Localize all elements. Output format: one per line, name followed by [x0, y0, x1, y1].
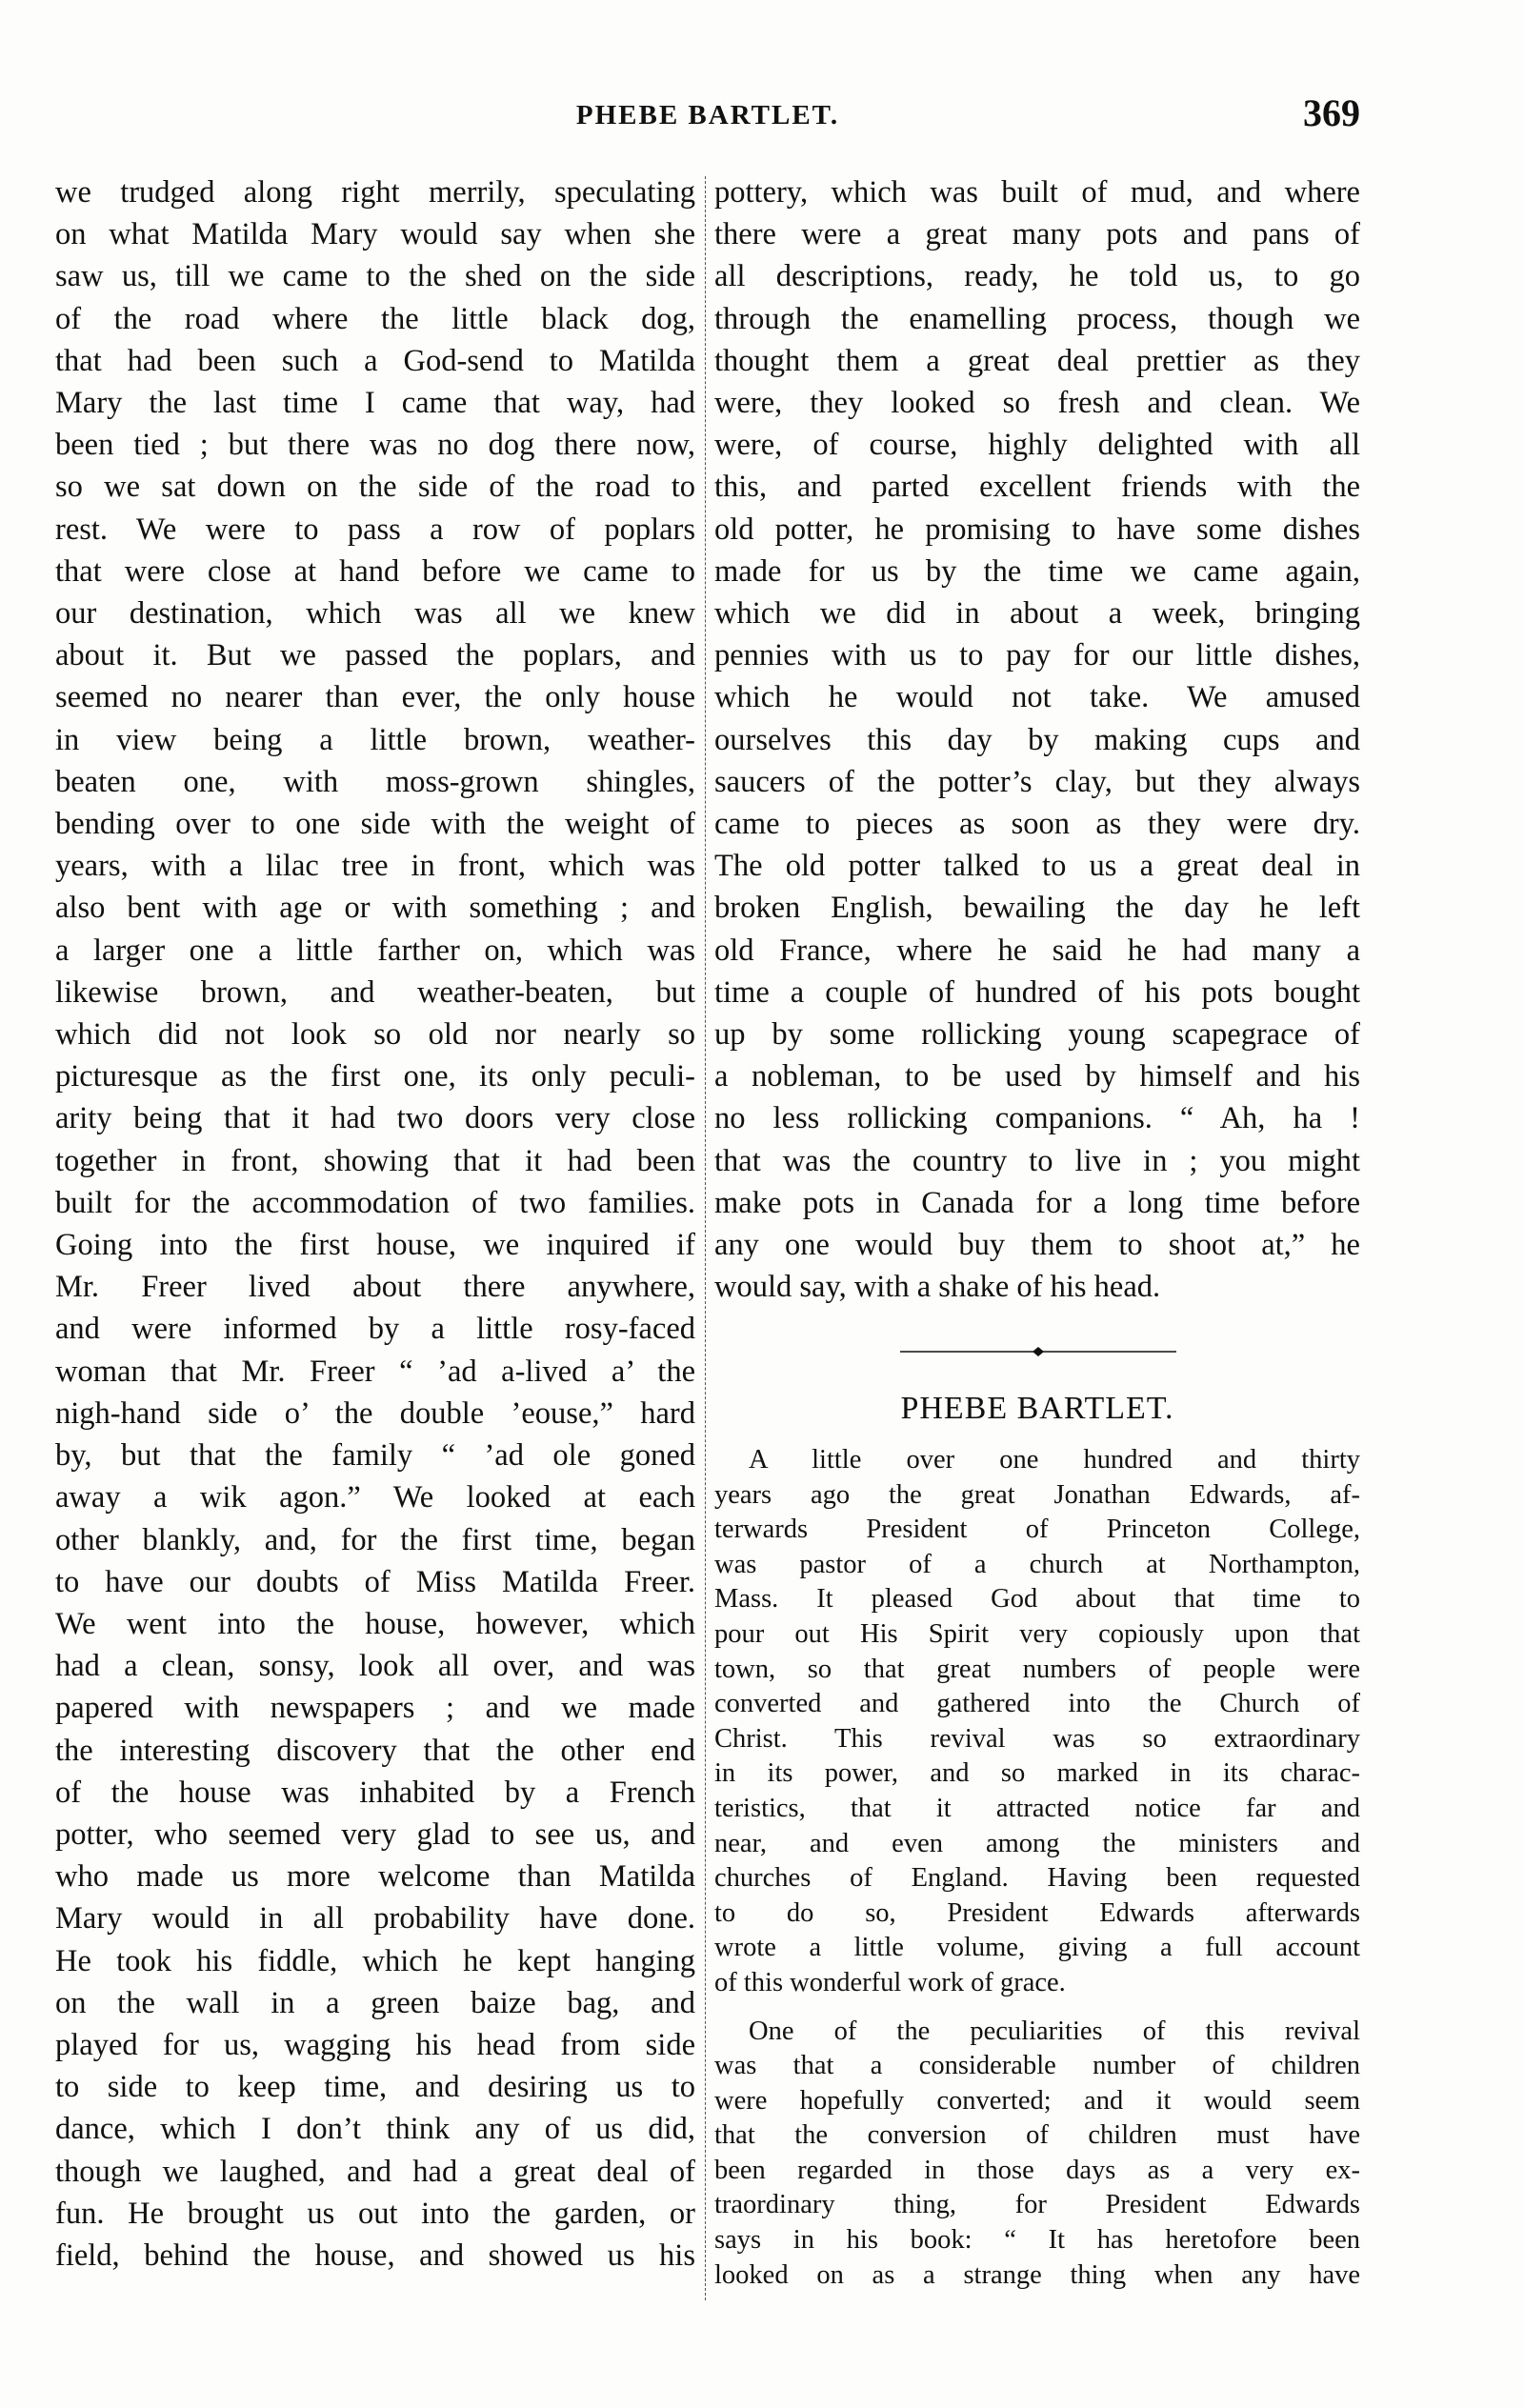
text-line: this, and parted excellent friends with the: [714, 470, 1360, 505]
text-line: Mass. It pleased God about that time to: [714, 1584, 1360, 1615]
text-line: The old potter talked to us a great deal in: [714, 849, 1360, 884]
article-body: [714, 1443, 1360, 2293]
text-line: to side to keep time, and desiring us to: [55, 2070, 695, 2105]
text-line: and were informed by a little rosy-faced: [55, 1312, 695, 1347]
text-line: converted and gathered into the Church of: [714, 1689, 1360, 1719]
text-line: He took his fiddle, which he kept hanging: [55, 1943, 695, 1978]
text-line: were, of course, highly delighted with all: [714, 428, 1360, 463]
text-line: through the enamelling process, though we: [714, 301, 1360, 336]
text-line: our destination, which was all we knew: [55, 596, 695, 632]
text-line: pennies with us to pay for our little dishes,: [714, 638, 1360, 673]
text-line: arity being that it had two doors very close: [55, 1101, 695, 1136]
text-line: which we did in about a week, bringing: [714, 596, 1360, 632]
text-line: any one would buy them to shoot at,” he: [714, 1228, 1360, 1263]
text-line: wrote a little volume, giving a full account: [714, 1933, 1360, 1963]
text-line: of the house was inhabited by a French: [55, 1775, 695, 1810]
text-line: pour out His Spirit very copiously upon that: [714, 1618, 1360, 1649]
text-line: We went into the house, however, which: [55, 1606, 695, 1641]
text-line: we trudged along right merrily, speculating: [55, 175, 695, 210]
text-line: old potter, he promising to have some dishes: [714, 512, 1360, 547]
text-line: picturesque as the first one, its only peculi-: [55, 1059, 695, 1094]
text-line: make pots in Canada for a long time before: [714, 1185, 1360, 1220]
text-line: in its power, and so marked in its charac-: [714, 1758, 1360, 1789]
text-line: terwards President of Princeton College,: [714, 1515, 1360, 1545]
text-line: were, they looked so fresh and clean. We: [714, 386, 1360, 421]
text-line: dance, which I don’t think any of us did,: [55, 2112, 695, 2147]
page-header: [55, 90, 1360, 138]
text-line: time a couple of hundred of his pots bought: [714, 974, 1360, 1010]
text-line: also bent with age or with something ; and: [55, 891, 695, 926]
text-line: years ago the great Jonathan Edwards, af-: [714, 1479, 1360, 1510]
text-line: been regarded in those days as a very ex-: [714, 2155, 1360, 2185]
text-line: churches of England. Having been requested: [714, 1863, 1360, 1894]
text-line: saw us, till we came to the shed on the side: [55, 259, 695, 294]
text-line: up by some rollicking young scapegrace of: [714, 1017, 1360, 1053]
text-line: of this wonderful work of grace.: [714, 1967, 1066, 1997]
text-line: there were a great many pots and pans of: [714, 217, 1360, 252]
text-line: so we sat down on the side of the road to: [55, 470, 695, 505]
text-line: bending over to one side with the weight of: [55, 807, 695, 842]
text-line: broken English, bewailing the day he left: [714, 891, 1360, 926]
text-line: ourselves this day by making cups and: [714, 722, 1360, 757]
column-divider: [705, 176, 706, 2300]
text-line: on what Matilda Mary would say when she: [55, 217, 695, 252]
text-line: away a wik agon.” We looked at each: [55, 1480, 695, 1515]
text-line: which did not look so old nor nearly so: [55, 1017, 695, 1053]
text-line: Mary would in all probability have done.: [55, 1901, 695, 1936]
article-paragraph-2: [714, 2015, 1360, 2294]
text-line: by, but that the family “ ’ad ole goned: [55, 1438, 695, 1474]
text-line: saucers of the potter’s clay, but they always: [714, 764, 1360, 799]
text-line: which he would not take. We amused: [714, 680, 1360, 715]
text-line: built for the accommodation of two families.: [55, 1185, 695, 1220]
section-divider-ornament: [900, 1346, 1176, 1357]
text-line: that had been such a God-send to Matilda: [55, 343, 695, 378]
text-line: old France, where he said he had many a: [714, 933, 1360, 968]
text-line: says in his book: “ It has heretofore been: [714, 2225, 1360, 2256]
text-line: field, behind the house, and showed us his: [55, 2237, 695, 2273]
text-line: had a clean, sonsy, look all over, and was: [55, 1649, 695, 1684]
text-line: came to pieces as soon as they were dry.: [714, 807, 1360, 842]
text-line: nigh-hand side o’ the double ’eouse,” hard: [55, 1395, 695, 1431]
text-line: Christ. This revival was so extraordinary: [714, 1723, 1360, 1754]
text-line: Mr. Freer lived about there anywhere,: [55, 1270, 695, 1305]
text-line: traordinary thing, for President Edwards: [714, 2190, 1360, 2220]
text-line: papered with newspapers ; and we made: [55, 1691, 695, 1726]
text-line: thought them a great deal prettier as they: [714, 343, 1360, 378]
text-line: near, and even among the ministers and: [714, 1828, 1360, 1858]
text-line: a larger one a little farther on, which was: [55, 933, 695, 968]
text-line: of the road where the little black dog,: [55, 301, 695, 336]
text-line: fun. He brought us out into the garden, or: [55, 2196, 695, 2231]
right-column-continuation: [714, 171, 1360, 1308]
text-line: been tied ; but there was no dog there now,: [55, 428, 695, 463]
running-head: PHEBE BARTLET.: [575, 100, 840, 130]
text-line: who made us more welcome than Matilda: [55, 1859, 695, 1895]
text-line: Going into the first house, we inquired if: [55, 1228, 695, 1263]
text-line: the interesting discovery that the other end: [55, 1733, 695, 1768]
text-line: no less rollicking companions. “ Ah, ha !: [714, 1101, 1360, 1136]
text-line: rest. We were to pass a row of poplars: [55, 512, 695, 547]
text-line: that was the country to live in ; you might: [714, 1143, 1360, 1178]
text-line: together in front, showing that it had been: [55, 1143, 695, 1178]
text-line: potter, who seemed very glad to see us, and: [55, 1816, 695, 1852]
text-line: that the conversion of children must have: [714, 2120, 1360, 2151]
text-line: years, with a lilac tree in front, which was: [55, 849, 695, 884]
text-line: about it. But we passed the poplars, and: [55, 638, 695, 673]
text-line: to have our doubts of Miss Matilda Freer.: [55, 1564, 695, 1599]
text-line: A little over one hundred and thirty: [749, 1445, 1360, 1475]
text-line: was that a considerable number of children: [714, 2051, 1360, 2081]
left-column: [55, 171, 695, 2277]
text-line: beaten one, with moss-grown shingles,: [55, 764, 695, 799]
text-line: a nobleman, to be used by himself and his: [714, 1059, 1360, 1094]
text-line: would say, with a shake of his head.: [714, 1270, 1161, 1305]
text-line: on the wall in a green baize bag, and: [55, 1985, 695, 2020]
text-line: made for us by the time we came again,: [714, 553, 1360, 589]
page-number: 369: [1303, 91, 1360, 134]
text-line: Mary the last time I came that way, had: [55, 386, 695, 421]
article-title: PHEBE BARTLET.: [900, 1391, 1174, 1426]
text-line: other blankly, and, for the first time, began: [55, 1522, 695, 1557]
text-line: looked on as a strange thing when any have: [714, 2259, 1360, 2290]
text-line: though we laughed, and had a great deal of: [55, 2154, 695, 2189]
text-line: woman that Mr. Freer “ ’ad a-lived a’ the: [55, 1354, 695, 1389]
text-line: to do so, President Edwards afterwards: [714, 1897, 1360, 1928]
text-line: One of the peculiarities of this revival: [749, 2016, 1360, 2046]
text-line: was pastor of a church at Northampton,: [714, 1549, 1360, 1579]
text-line: all descriptions, ready, he told us, to go: [714, 259, 1360, 294]
text-line: likewise brown, and weather-beaten, but: [55, 974, 695, 1010]
text-line: town, so that great numbers of people were: [714, 1654, 1360, 1684]
article-paragraph-1: [714, 1443, 1360, 2001]
text-line: seemed no nearer than ever, the only house: [55, 680, 695, 715]
text-line: played for us, wagging his head from side: [55, 2027, 695, 2062]
text-line: were hopefully converted; and it would seem: [714, 2085, 1360, 2116]
text-line: teristics, that it attracted notice far and: [714, 1793, 1360, 1823]
text-line: that were close at hand before we came to: [55, 553, 695, 589]
text-line: in view being a little brown, weather-: [55, 722, 695, 757]
text-line: pottery, which was built of mud, and where: [714, 175, 1360, 210]
